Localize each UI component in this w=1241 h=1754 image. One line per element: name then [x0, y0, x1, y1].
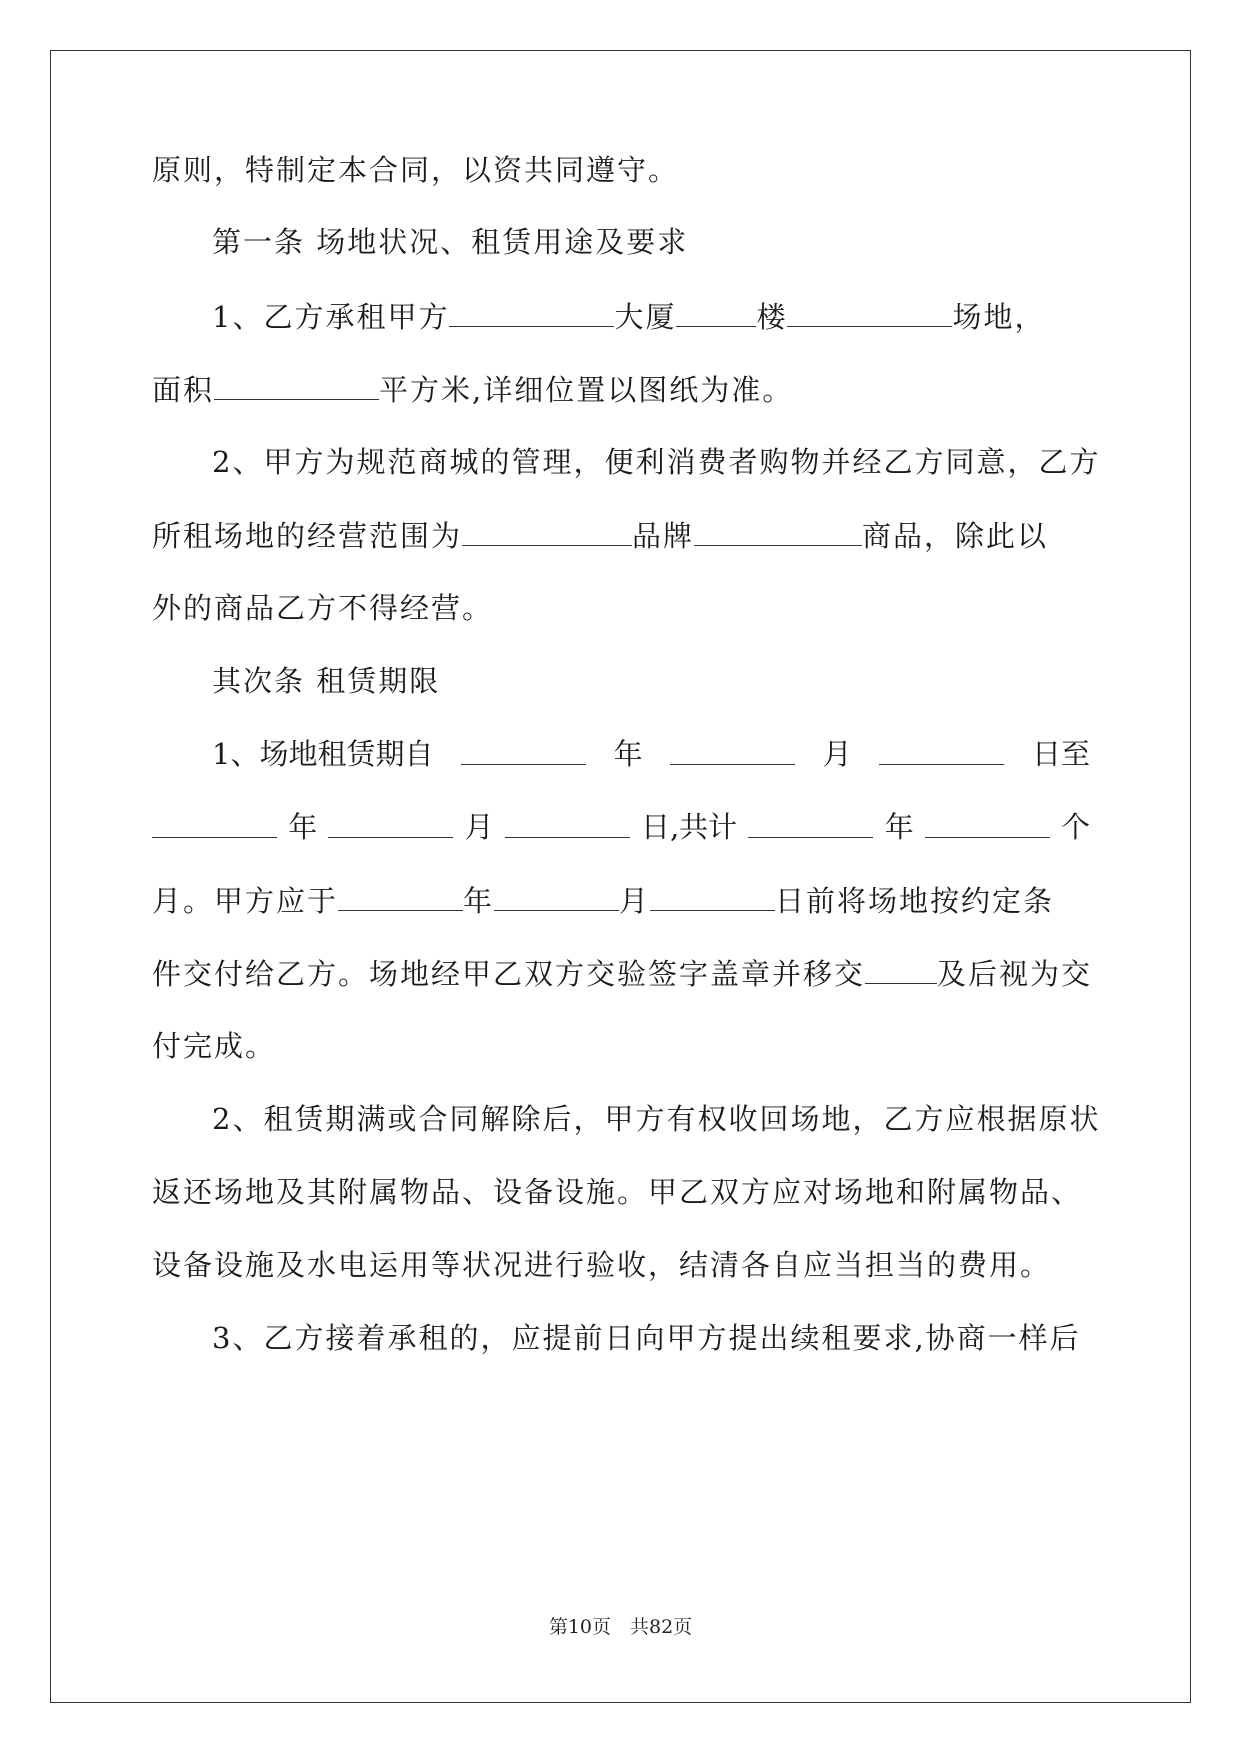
fill-blank	[328, 807, 453, 838]
fill-blank	[449, 296, 614, 327]
fill-blank	[748, 807, 873, 838]
text-fragment: 年	[613, 737, 643, 771]
text-fragment: 月。甲方应于	[152, 884, 339, 918]
text-fragment: 场地，	[952, 300, 1046, 334]
text-fragment: 1、场地租赁期自	[212, 737, 434, 771]
text-line-6	[152, 515, 1090, 556]
fill-blank	[879, 734, 1004, 765]
text-fragment: 面积	[152, 373, 215, 407]
text-fragment: 楼	[756, 300, 788, 334]
text-line-13: 付完成。	[152, 1029, 277, 1063]
fill-blank	[694, 515, 862, 546]
text-line-5: 2、甲方为规范商城的管理，便利消费者购物并经乙方同意，乙方	[212, 445, 1101, 479]
text-line-15: 返还场地及其附属物品、设备设施。甲乙双方应对场地和附属物品、	[152, 1175, 1083, 1209]
text-line-10	[152, 807, 1090, 847]
text-fragment: 月	[822, 737, 852, 771]
text-line-7: 外的商品乙方不得经营。	[152, 591, 494, 625]
text-fragment: 及后视为交	[937, 957, 1093, 991]
fill-blank	[676, 296, 756, 327]
text-fragment: 所租场地的经营范围为	[152, 519, 463, 553]
fill-blank	[925, 807, 1050, 838]
text-fragment: 商品，除此以	[862, 519, 1049, 553]
fill-blank	[787, 296, 952, 327]
text-line-4	[152, 369, 1090, 410]
fill-blank	[494, 880, 619, 911]
text-fragment: 月	[464, 810, 494, 844]
text-fragment: 日至	[1031, 737, 1090, 771]
fill-blank	[214, 369, 379, 400]
page-number: 第10页 共82页	[548, 1616, 693, 1638]
text-line-9	[212, 734, 1090, 774]
text-fragment: 大厦	[614, 300, 677, 334]
text-fragment: 年	[463, 884, 495, 918]
article-2-heading: 其次条 租赁期限	[212, 664, 441, 698]
fill-blank	[670, 734, 795, 765]
text-line-12	[152, 953, 1093, 994]
fill-blank	[461, 734, 586, 765]
fill-blank	[152, 807, 277, 838]
text-fragment: 品牌	[632, 519, 695, 553]
text-fragment: 年	[884, 810, 914, 844]
text-fragment: 件交付给乙方。场地经甲乙双方交验签字盖章并移交	[152, 957, 866, 991]
text-line-1: 原则，特制定本合同，以资共同遵守。	[152, 153, 680, 187]
text-line-14: 2、租赁期满或合同解除后，甲方有权收回场地，乙方应根据原状	[212, 1102, 1101, 1136]
text-line-16: 设备设施及水电运用等状况进行验收，结清各自应当担当的费用。	[152, 1248, 1052, 1282]
text-fragment: 1、乙方承租甲方	[212, 300, 450, 334]
fill-blank	[505, 807, 630, 838]
text-fragment: 日前将场地按约定条	[775, 884, 1055, 918]
text-fragment: 月	[619, 884, 651, 918]
fill-blank	[462, 515, 632, 546]
text-line-11	[152, 880, 1090, 921]
fill-blank	[338, 880, 463, 911]
text-fragment: 年	[288, 810, 318, 844]
fill-blank	[865, 953, 937, 984]
text-fragment: 日,共计	[640, 810, 738, 844]
text-fragment: 个	[1060, 810, 1090, 844]
text-line-3	[212, 296, 1090, 337]
article-1-heading: 第一条 场地状况、租赁用途及要求	[212, 225, 689, 259]
text-line-17: 3、乙方接着承租的，应提前日向甲方提出续租要求,协商一样后	[212, 1321, 1081, 1355]
text-fragment: 平方米,详细位置以图纸为准。	[379, 373, 794, 407]
fill-blank	[650, 880, 775, 911]
